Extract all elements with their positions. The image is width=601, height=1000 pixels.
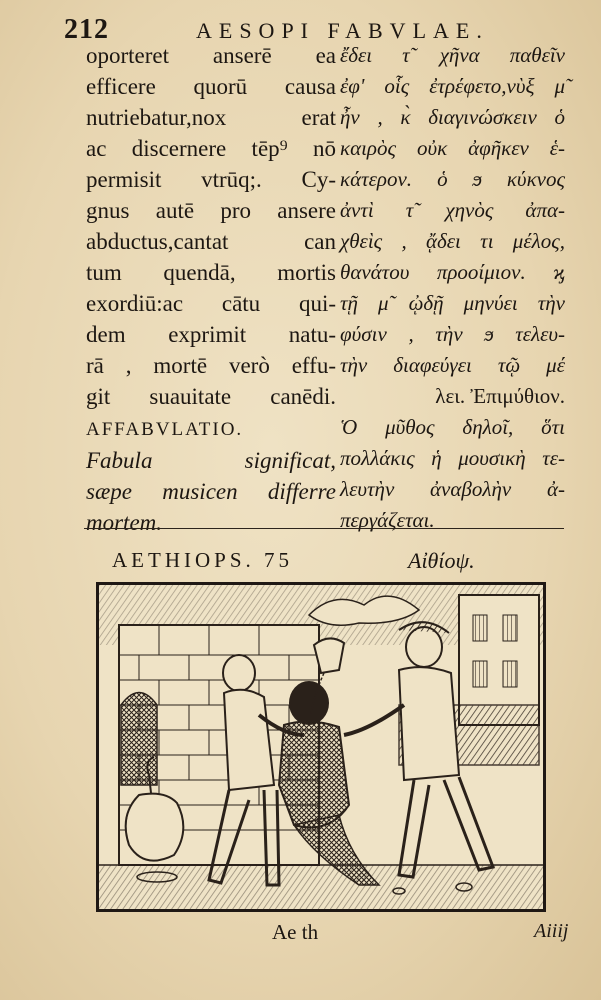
running-title: AESOPI FABVLAE. — [196, 18, 489, 43]
latin-line: abductus,cantat can — [86, 229, 336, 254]
latin-moral-line: Fabula significat, — [86, 448, 336, 473]
greek-moral-line: περγάζεται. — [340, 508, 435, 532]
catchword: Ae th — [272, 920, 319, 944]
greek-line: τὴν διαφεύγει τῷ μέ — [340, 353, 565, 377]
latin-moral-line: mortem. — [86, 510, 163, 535]
greek-line: ἔδει τ̃ χῆνα παθεῖν — [340, 43, 565, 67]
latin-line: dem exprimit natu- — [86, 322, 336, 347]
greek-moral-line: Ὁ μῦθος δηλοῖ, ὅτι — [340, 415, 565, 439]
greek-line-epimythion: λει. Ἐπιμύθιον. — [435, 384, 565, 408]
greek-line: θανάτου προοίμιον. ϗ — [340, 260, 565, 284]
latin-line: git suauitate canēdi. — [86, 384, 336, 409]
greek-line: ἦν , κ̀ διαγινώσκειν ὁ — [340, 105, 565, 129]
latin-column — [86, 40, 336, 538]
latin-line: permisit vtrūq;. Cy- — [86, 167, 336, 192]
signature-mark: Aiiij — [534, 920, 569, 942]
latin-line: tum quendā, mortis — [86, 260, 336, 285]
latin-line: efficere quorū causa — [86, 74, 336, 99]
latin-line: nutriebatur,nox erat — [86, 105, 336, 130]
greek-moral-line: πολλάκις ἡ μουσικὴ τε- — [340, 446, 565, 470]
latin-line: ac discernere tēp⁹ nō — [86, 136, 336, 161]
latin-line: rā , mortē verò effu- — [86, 353, 336, 378]
fable-title-greek: Αἰθίοψ. — [408, 548, 475, 573]
greek-line: φύσιν , τὴν ϧ τελευ- — [340, 322, 565, 346]
latin-line: oporteret anserē ea — [86, 43, 336, 68]
greek-column — [340, 40, 565, 536]
page-number: 212 — [64, 14, 109, 45]
woodcut-drawing — [99, 585, 543, 909]
greek-line: τῇ μ̃ ᾠδῇ μηνύει τὴν — [340, 291, 565, 315]
greek-line: χθεὶς , ᾄδει τι μέλος, — [340, 229, 565, 253]
latin-line: exordiū:ac cātu qui- — [86, 291, 336, 316]
greek-line: καιρὸς οὐκ ἀφῆκεν ἑ- — [340, 136, 565, 160]
latin-moral-heading: AFFABVLATIO. — [86, 419, 244, 440]
latin-moral-line: sæpe musicen differre — [86, 479, 336, 504]
greek-line: κάτερον. ὁ ϧ κύκνος — [340, 167, 565, 191]
greek-line: ἀντὶ τ̃ χηνὸς ἀπα- — [340, 198, 565, 222]
greek-moral-line: λευτὴν ἀναβολὴν ἀ- — [340, 477, 565, 501]
latin-line: gnus autē pro ansere — [86, 198, 336, 223]
greek-line: ἐφ' οἷς ἐτρέφετο,νὺξ μ̃ — [340, 74, 565, 98]
woodcut-illustration — [96, 582, 546, 912]
section-rule — [84, 528, 564, 529]
fable-title-latin: AETHIOPS. 75 — [112, 548, 294, 572]
